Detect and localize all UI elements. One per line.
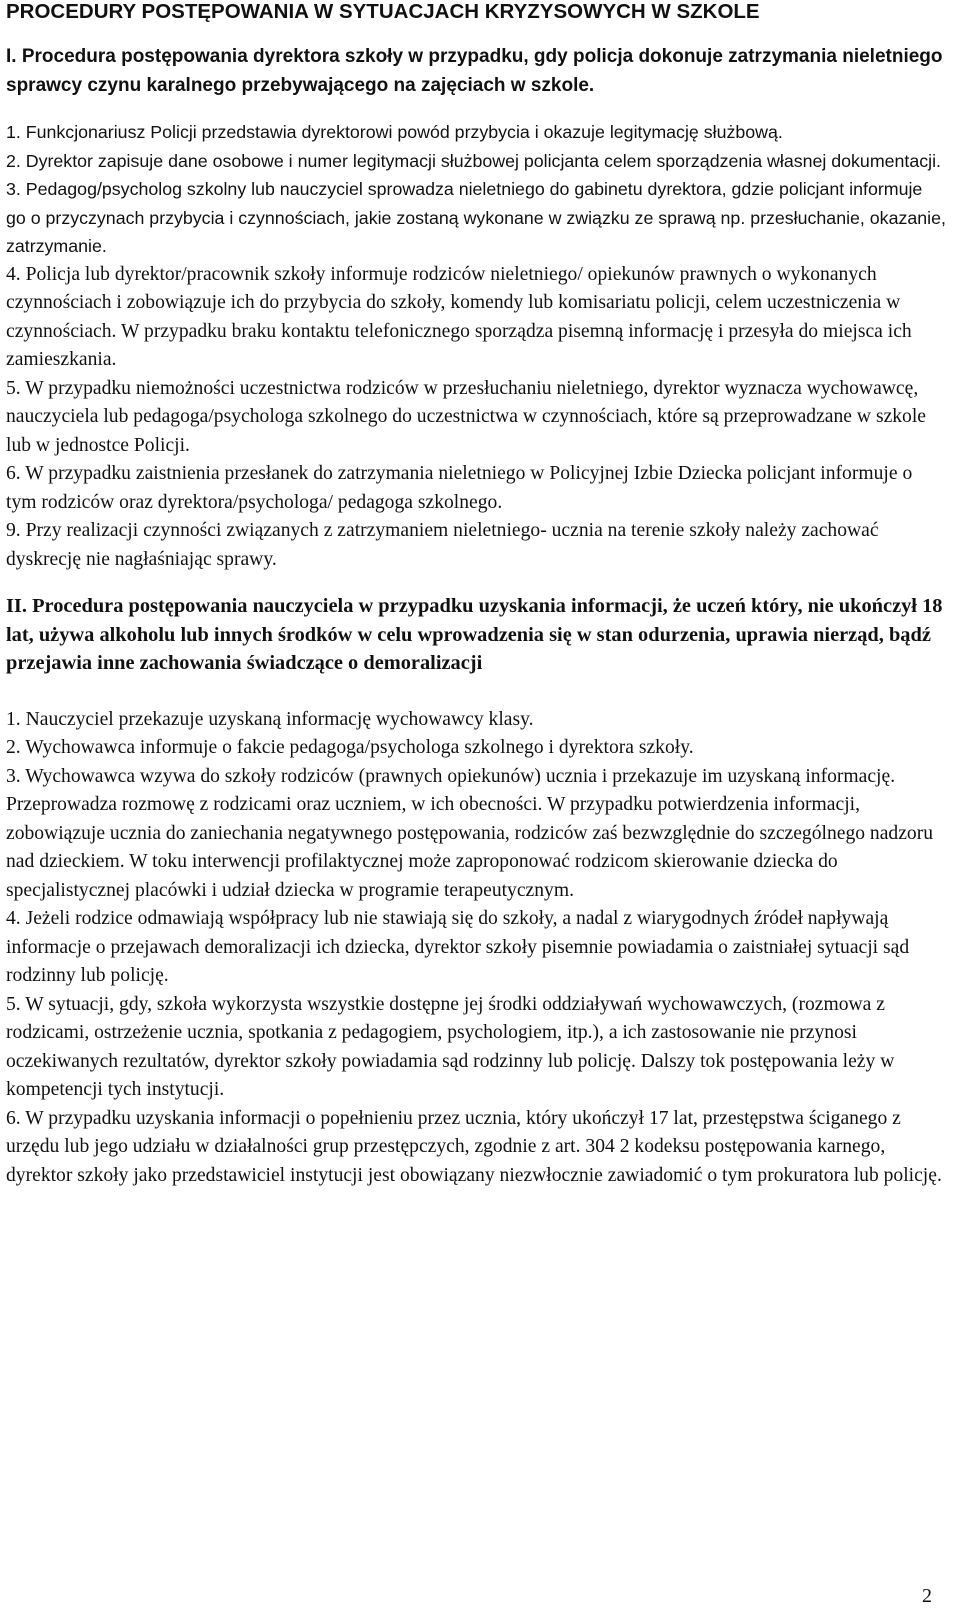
section-1-item-1: 1. Funkcjonariusz Policji przedstawia dyrektorowi powód przybycia i okazuje legitymację służbową.	[6, 122, 783, 142]
section-2-item-1: 1. Nauczyciel przekazuje uzyskaną informację wychowawcy klasy.	[6, 708, 534, 730]
section-2-item-4: 4. Jeżeli rodzice odmawiają współpracy lub nie stawiają się do szkoły, a nadal z wiarygodnych źródeł napływają informacje o przejawach demoralizacji ich dziecka, dyrektor szkoły pisemnie powiadamia o zaistniałej sytuacji sąd rodzinny lub policję.	[6, 908, 910, 986]
section-1-item-6: 6. W przypadku zaistnienia przesłanek do zatrzymania nieletniego w Policyjnej Izbie Dziecka policjant informuje o tym rodziców oraz dyrektora/psychologa/ pedagoga szkolnego.	[6, 463, 913, 513]
section-1-item-4: 4. Policja lub dyrektor/pracownik szkoły informuje rodziców nieletniego/ opiekunów prawnych o wykonanych czynnościach i zobowiązuje ich do przybycia do szkoły, komendy lub komisariatu policji, celem uczestniczenia w czynnościach. W przypadku braku kontaktu telefonicznego sporządza pisemną informację i przesyła do miejsca ich zamieszkania.	[6, 263, 912, 370]
section-2-item-3: 3. Wychowawca wzywa do szkoły rodziców (prawnych opiekunów) ucznia i przekazuje im uzyskaną informację. Przeprowadza rozmowę z rodzicami oraz uczniem, w ich obecności. W przypadku potwierdzenia informacji, zobowiązuje ucznia do zaniechania negatywnego postępowania, rodziców zaś bezwzględnie do szczególnego nadzoru nad dzieckiem. W toku interwencji profilaktycznej może zaproponować rodzicom skierowanie dziecka do specjalistycznej placówki i udział dziecka w programie terapeutycznym.	[6, 765, 934, 901]
document-page	[6, 0, 946, 1190]
document-title: PROCEDURY POSTĘPOWANIA W SYTUACJACH KRYZYSOWYCH W SZKOLE	[6, 0, 760, 23]
page-number: 2	[922, 1585, 932, 1607]
section-1-heading: I. Procedura postępowania dyrektora szkoły w przypadku, gdy policja dokonuje zatrzymania nieletniego sprawcy czynu karalnego przebywającego na zajęciach w szkole.	[6, 46, 943, 96]
section-2-item-5: 5. W sytuacji, gdy, szkoła wykorzysta wszystkie dostępne jej środki oddziaływań wychowawczych, (rozmowa z rodzicami, ostrzeżenie ucznia, spotkania z pedagogiem, psychologiem, itp.), a ich zastosowanie nie przynosi oczekiwanych rezultatów, dyrektor szkoły powiadamia sąd rodzinny lub policję. Dalszy tok postępowania leży w kompetencji tych instytucji.	[6, 993, 895, 1100]
section-2-item-6: 6. W przypadku uzyskania informacji o popełnieniu przez ucznia, który ukończył 17 lat, przestępstwa ściganego z urzędu lub jego udziału w działalności grup przestępczych, zgodnie z art. 304 2 kodeksu postępowania karnego, dyrektor szkoły jako przedstawiciel instytucji jest obowiązany niezwłocznie zawiadomić o tym prokuratora lub policję.	[6, 1107, 942, 1186]
section-1-item-2: 2. Dyrektor zapisuje dane osobowe i numer legitymacji służbowej policjanta celem sporządzenia własnej dokumentacji.	[6, 150, 941, 171]
section-2-item-2: 2. Wychowawca informuje o fakcie pedagoga/psychologa szkolnego i dyrektora szkoły.	[6, 737, 694, 758]
section-2-heading: II. Procedura postępowania nauczyciela w przypadku uzyskania informacji, że uczeń który, nie ukończył 18 lat, używa alkoholu lub innych środków w celu wprowadzenia się w stan odurzenia, uprawia nierząd, bądź przejawia inne zachowania świadczące o demoralizacji	[6, 595, 943, 674]
section-1-item-3: 3. Pedagog/psycholog szkolny lub nauczyciel sprowadza nieletniego do gabinetu dyrektora, gdzie policjant informuje go o przyczynach przybycia i czynnościach, jakie zostaną wykonane w związku ze sprawą np. przesłuchanie, okazanie, zatrzymanie.	[6, 179, 946, 256]
section-1-item-5: 5. W przypadku niemożności uczestnictwa rodziców w przesłuchaniu nieletniego, dyrektor wyznacza wychowawcę, nauczyciela lub pedagoga/psychologa szkolnego do uczestnictwa w czynnościach, które są przeprowadzane w szkole lub w jednostce Policji.	[6, 377, 926, 456]
section-1-item-9: 9. Przy realizacji czynności związanych z zatrzymaniem nieletniego- ucznia na terenie szkoły należy zachować dyskrecję nie nagłaśniając sprawy.	[6, 520, 879, 570]
